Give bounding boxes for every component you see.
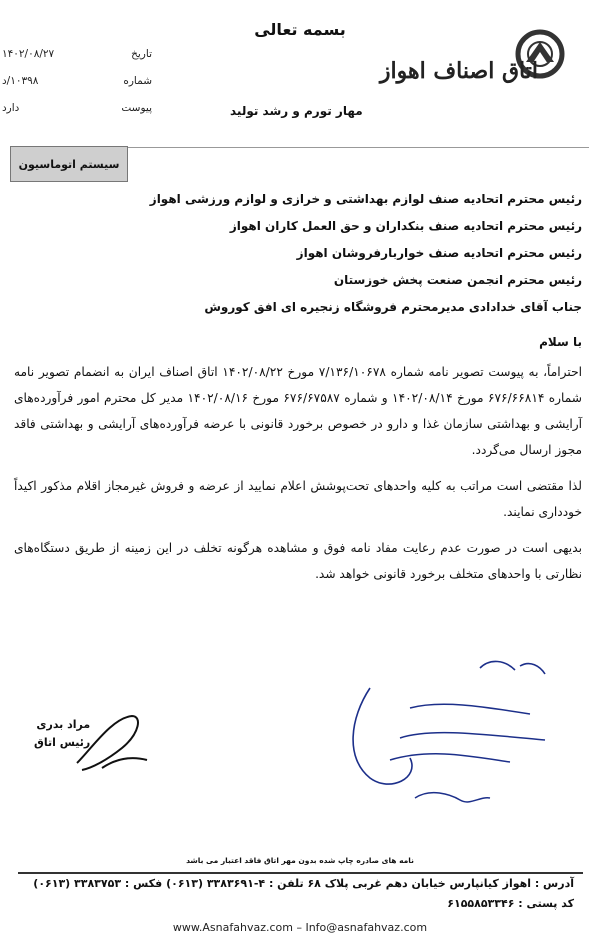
signatory [34, 716, 90, 752]
meta-attachment-row [2, 94, 152, 121]
recipient-item: رئیس محترم اتحادیه صنف خواربارفروشان اهواز [296, 246, 582, 260]
slogan-stamp: مهار تورم و رشد تولید [230, 104, 363, 118]
meta-number-row [2, 67, 152, 94]
meta-number-value: ۱۰۳۹۸/د [2, 74, 39, 87]
signatory-name: مراد بدری [36, 718, 91, 731]
body-paragraph: احتراماً، به پیوست تصویر نامه شماره ۷/۱۳۶/۱۰۶۷۸ مورخ ۱۴۰۲/۰۸/۲۲ اتاق اصناف ایران به انضمام تصویر نامه شماره ۶۷۶/۶۶۸۱۴ مورخ ۱۴۰۲/۰۸/۱۴ و شماره ۶۷۶/۶۷۵۸۷ مورخ ۱۴۰۲/۰۸/۱۶ مدیر کل محترم امور فرآورده‌های آرایشی و بهداشتی سازمان غذا و دارو در خصوص برخورد قانونی با عرضه فرآورده‌های آرایشی و بهداشتی فاقد مجوز ارسال می‌گردد. [14, 365, 583, 457]
meta-date-row [2, 40, 152, 67]
meta-number-label: شماره [123, 74, 152, 87]
recipient-item: رئیس محترم انجمن صنعت پخش خوزستان [333, 273, 582, 287]
org-logo [462, 24, 582, 144]
greeting: با سلام [539, 335, 582, 349]
handwritten-annotation [330, 648, 570, 818]
meta-attachment-value: دارد [2, 101, 20, 114]
footer-postal-code: کد پستی : ۶۱۵۵۸۵۳۳۴۶ [447, 897, 574, 910]
meta-date-value: ۱۴۰۲/۰۸/۲۷ [2, 47, 55, 60]
body-paragraph: بدیهی است در صورت عدم رعایت مفاد نامه فوق و مشاهده هرگونه تخلف در این زمینه از طریق دستگاه‌های نظارتی با واحدهای متخلف برخورد قانونی خواهد شد. [14, 541, 582, 581]
footer-address: آدرس : اهواز کیانپارس خیابان دهم غربی پلاک ۶۸ تلفن : ۴-۳۳۸۳۶۹۱ (۰۶۱۳) فکس : ۳۳۸۳۷۵۳ (۰۶۱۳) [33, 877, 574, 890]
signatory-title: رئیس اتاق [34, 736, 91, 749]
body-paragraph: لذا مقتضی است مراتب به کلیه واحدهای تحت‌پوشش اعلام نمایید از عرضه و فروش غیرمجاز اقلام مذکور اکیداً خودداری نمایند. [14, 479, 582, 519]
meta-attachment-label: پیوست [121, 101, 152, 114]
recipient-item: رئیس محترم اتحادیه صنف بنکداران و حق العمل کاران اهواز [229, 219, 582, 233]
org-name: اتاق اصناف اهواز [379, 58, 538, 84]
footer-divider [18, 872, 583, 874]
letter-body [14, 186, 582, 597]
recipient-list [14, 186, 582, 321]
org-emblem-icon [462, 24, 582, 144]
footer-note: نامه های صادره چاپ شده بدون مهر اتاق فاقد اعتبار می باشد [186, 856, 414, 865]
letter-meta [2, 40, 152, 121]
footer-website[interactable]: www.Asnafahvaz.com – Info@asnafahvaz.com [172, 921, 428, 934]
meta-date-label: تاریخ [131, 47, 152, 60]
recipient-item: جناب آقای خدادادی مدیرمحترم فروشگاه زنجیره ای افق کوروش [204, 300, 582, 314]
recipient-item: رئیس محترم اتحادیه صنف لوازم بهداشتی و خرازی و لوازم ورزشی اهواز [149, 192, 582, 206]
basmala-heading: بسمه تعالی [254, 20, 346, 39]
automation-system-label: سیستم اتوماسیون [10, 146, 128, 182]
